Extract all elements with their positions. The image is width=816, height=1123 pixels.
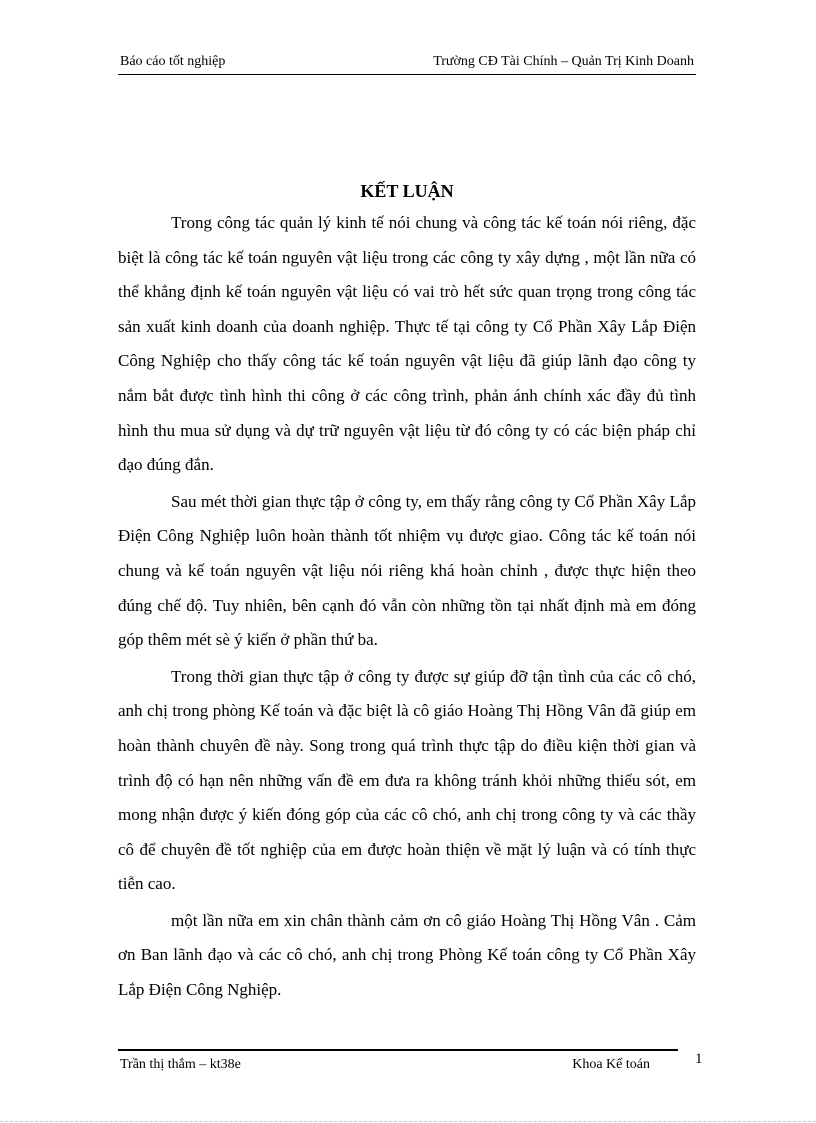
page-break-divider — [0, 1121, 816, 1122]
paragraph: Trong thời gian thực tập ở công ty được sự giúp đỡ tận tình của các cô chó, anh chị trong phòng Kế toán và đặc biệt là cô giáo Hoàng Thị Hồng Vân đã giúp em hoàn thành chuyên đề này. Song trong quá trình thực tập do điều kiện thời gian và trình độ có hạn nên những vấn đề em đưa ra không tránh khỏi những thiếu sót, em mong nhận được ý kiến đóng góp của các cô chó, anh chị trong công ty và các thầy cô để chuyên đề tốt nghiệp của em được hoàn thiện về mặt lý luận và có tính thực tiễn cao. — [118, 666, 696, 894]
section-title: KẾT LUẬN — [360, 181, 454, 201]
footer-author: Trần thị thắm – kt38e — [120, 1057, 241, 1072]
document-body — [118, 176, 696, 1010]
footer-department: Khoa Kế toán — [572, 1057, 650, 1072]
paragraph: Sau mét thời gian thực tập ở công ty, em thấy rằng công ty Cổ Phần Xây Lắp Điện Công Nghiệp luôn hoàn thành tốt nhiệm vụ được giao. Công tác kế toán nói chung và kế toán nguyên vật liệu nói riêng khá hoàn chỉnh , được thực hiện theo đúng chế độ. Tuy nhiên, bên cạnh đó vẫn còn những tồn tại nhất định mà em đóng góp thêm mét sè ý kiến ở phần thứ ba. — [118, 491, 696, 650]
page-number: 1 — [695, 1051, 703, 1067]
header-report-title: Báo cáo tốt nghiệp — [120, 54, 226, 69]
page-header — [118, 52, 696, 75]
page-footer — [118, 1049, 678, 1075]
header-school-name: Trường CĐ Tài Chính – Quản Trị Kinh Doanh — [433, 54, 694, 69]
paragraph: một lần nữa em xin chân thành cảm ơn cô giáo Hoàng Thị Hồng Vân . Cảm ơn Ban lãnh đạo và các cô chó, anh chị trong Phòng Kế toán công ty Cổ Phần Xây Lắp Điện Công Nghiệp. — [118, 910, 696, 1000]
paragraph: Trong công tác quản lý kinh tế nói chung và công tác kế toán nói riêng, đặc biệt là công tác kế toán nguyên vật liệu trong các công ty xây dựng , một lần nữa có thể khẳng định kế toán nguyên vật liệu có vai trò hết sức quan trọng trong công tác sản xuất kinh doanh của doanh nghiệp. Thực tế tại công ty Cổ Phần Xây Lắp Điện Công Nghiệp cho thấy công tác kế toán nguyên vật liệu đã giúp lãnh đạo công ty nắm bắt được tình hình thi công ở các công trình, phản ánh chính xác đầy đủ tình hình thu mua sử dụng và dự trữ nguyên vật liệu từ đó công ty có các biện pháp chỉ đạo đúng đắn. — [118, 213, 696, 475]
